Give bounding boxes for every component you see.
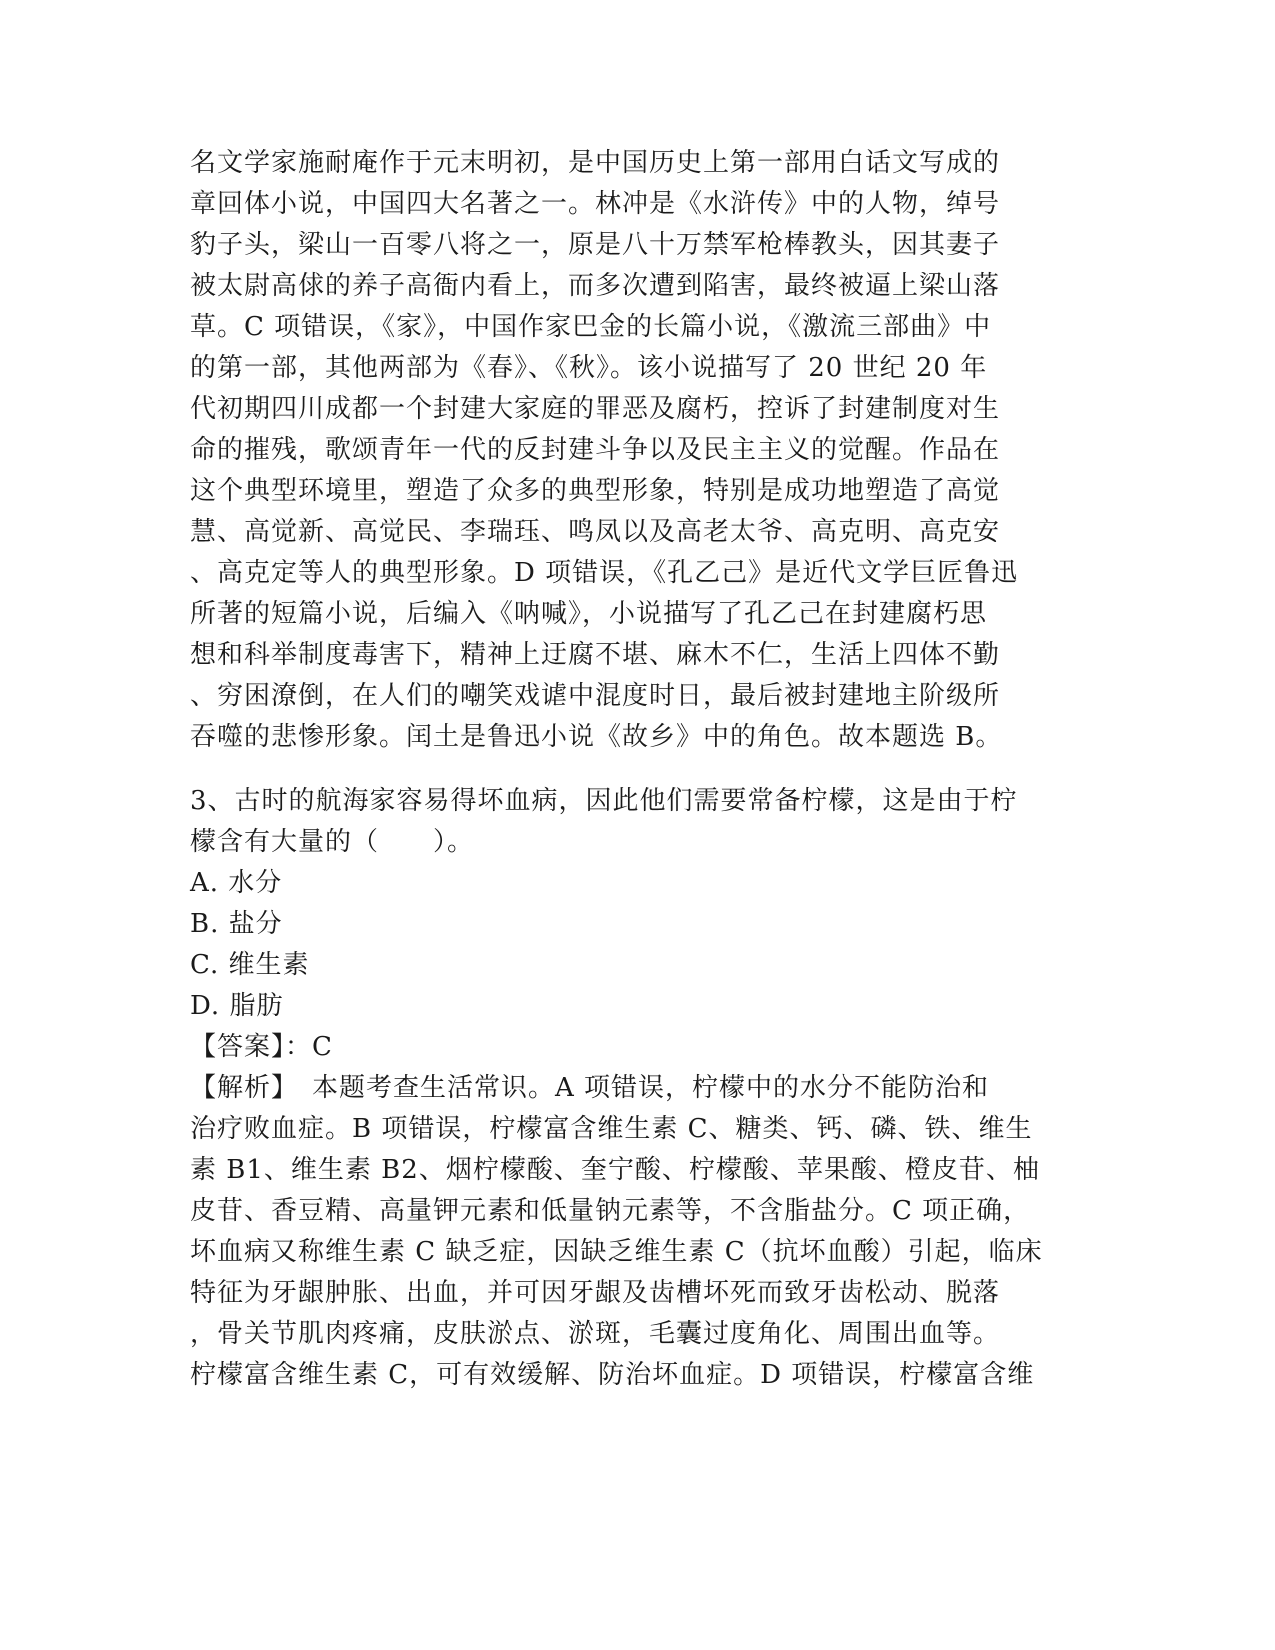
explanation-line: 治疗败血症。B 项错误，柠檬富含维生素 C、糖类、钙、磷、铁、维生 — [190, 1114, 1033, 1144]
text-line: 吞噬的悲惨形象。闰土是鲁迅小说《故乡》中的角色。故本题选 B。 — [190, 722, 1003, 752]
text-line: 代初期四川成都一个封建大家庭的罪恶及腐朽，控诉了封建制度对生 — [190, 394, 1001, 424]
text-line: 慧、高觉新、高觉民、李瑞珏、鸣凤以及高老太爷、高克明、高克安 — [190, 517, 1001, 547]
explanation-line: 特征为牙龈肿胀、出血，并可因牙龈及齿槽坏死而致牙齿松动、脱落 — [190, 1278, 1001, 1308]
text-line: 被太尉高俅的养子高衙内看上，而多次遭到陷害，最终被逼上梁山落 — [190, 271, 1001, 301]
text-line: 所著的短篇小说，后编入《呐喊》，小说描写了孔乙己在封建腐朽思 — [190, 599, 988, 629]
text-line: 名文学家施耐庵作于元末明初，是中国历史上第一部用白话文写成的 — [190, 148, 1001, 178]
text-line: 想和科举制度毒害下，精神上迂腐不堪、麻木不仁，生活上四体不勤 — [190, 640, 1001, 670]
option-b: B. 盐分 — [190, 909, 283, 939]
text-line: 、穷困潦倒，在人们的嘲笑戏谑中混度时日，最后被封建地主阶级所 — [190, 681, 1001, 711]
question-stem-line: 檬含有大量的（ ）。 — [190, 827, 475, 857]
text-line: 章回体小说，中国四大名著之一。林冲是《水浒传》中的人物，绰号 — [190, 189, 1001, 219]
option-a: A. 水分 — [190, 868, 283, 898]
text-line: 命的摧残，歌颂青年一代的反封建斗争以及民主主义的觉醒。作品在 — [190, 435, 1001, 465]
question-stem-line: 3、古时的航海家容易得坏血病，因此他们需要常备柠檬，这是由于柠 — [190, 786, 1018, 816]
option-d: D. 脂肪 — [190, 991, 284, 1021]
explanation-line: 【解析】 本题考查生活常识。A 项错误，柠檬中的水分不能防治和 — [190, 1073, 990, 1103]
text-line: 豹子头，梁山一百零八将之一，原是八十万禁军枪棒教头，因其妻子 — [190, 230, 1001, 260]
explanation-line: 皮苷、香豆精、高量钾元素和低量钠元素等，不含脂盐分。C 项正确， — [190, 1196, 1031, 1226]
explanation-line: ，骨关节肌肉疼痛，皮肤淤点、淤斑，毛囊过度角化、周围出血等。 — [190, 1319, 1001, 1349]
text-line: 草。C 项错误，《家》，中国作家巴金的长篇小说，《激流三部曲》中 — [190, 312, 992, 342]
text-line: 的第一部，其他两部为《春》、《秋》。该小说描写了 20 世纪 20 年 — [190, 353, 988, 383]
answer-line: 【答案】：C — [190, 1032, 333, 1062]
explanation-line: 素 B1、维生素 B2、烟柠檬酸、奎宁酸、柠檬酸、苹果酸、橙皮苷、柚 — [190, 1155, 1040, 1185]
explanation-line: 坏血病又称维生素 C 缺乏症，因缺乏维生素 C（抗坏血酸）引起，临床 — [190, 1237, 1043, 1267]
option-c: C. 维生素 — [190, 950, 310, 980]
text-line: 、高克定等人的典型形象。D 项错误，《孔乙己》是近代文学巨匠鲁迅 — [190, 558, 1019, 588]
text-line: 这个典型环境里，塑造了众多的典型形象，特别是成功地塑造了高觉 — [190, 476, 1001, 506]
explanation-line: 柠檬富含维生素 C，可有效缓解、防治坏血症。D 项错误，柠檬富含维 — [190, 1360, 1035, 1390]
